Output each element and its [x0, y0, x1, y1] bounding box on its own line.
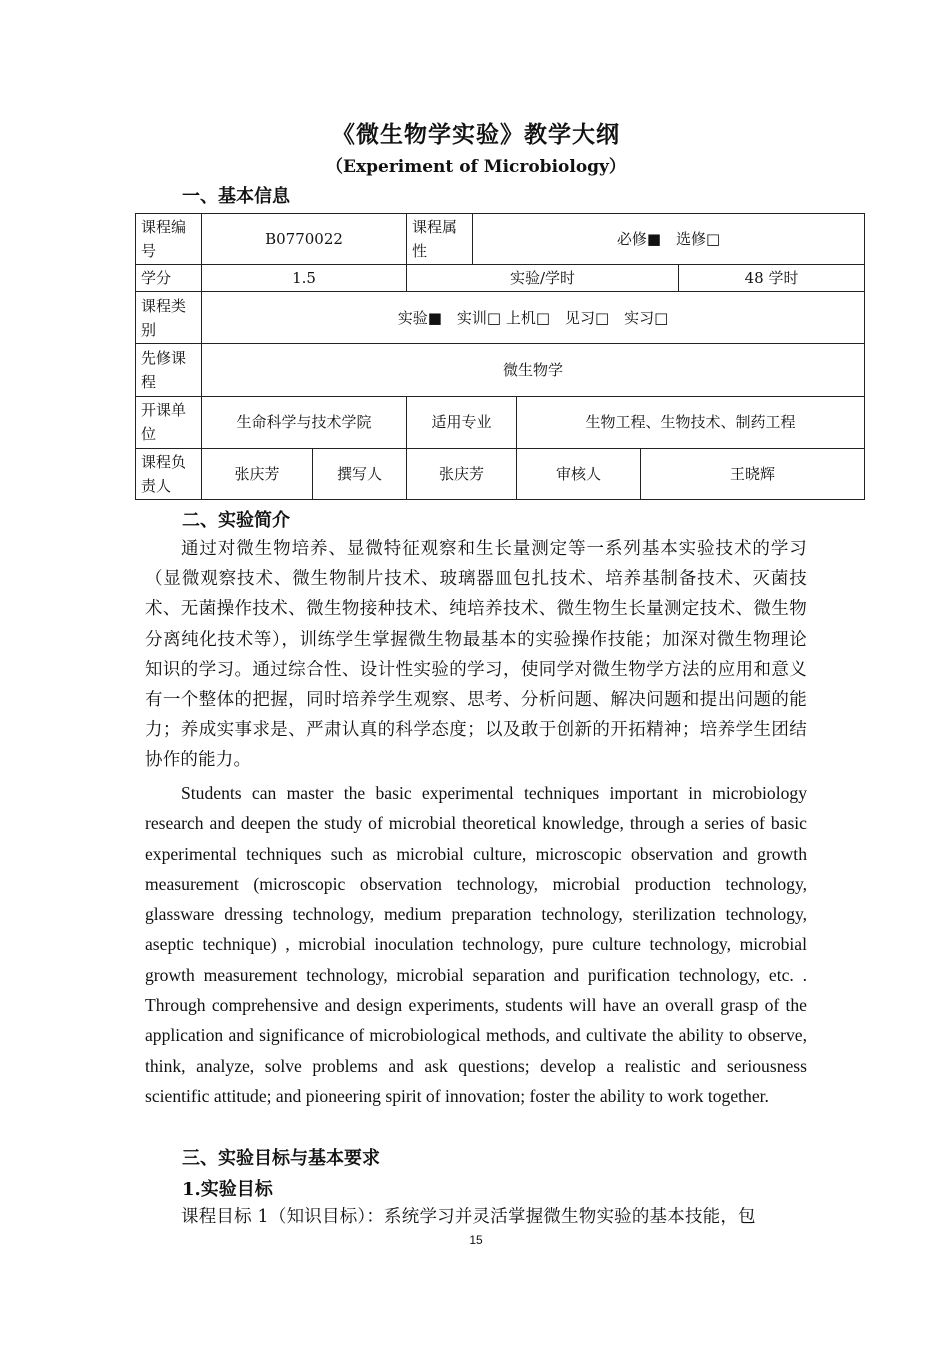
course-code-label: 课程编号 [136, 214, 202, 265]
document-subtitle: （Experiment of Microbiology） [326, 157, 626, 177]
major-label: 适用专业 [407, 396, 517, 448]
table-row [136, 396, 865, 448]
section-heading-intro: 二、实验简介 [182, 510, 290, 531]
prereq-label: 先修课程 [136, 344, 202, 396]
category-label: 课程类别 [136, 292, 202, 344]
section-heading-goals: 三、实验目标与基本要求 [182, 1148, 380, 1169]
hours-label: 实验/学时 [407, 265, 679, 292]
writer-label: 撰写人 [313, 448, 407, 499]
goal-paragraph: 课程目标 1（知识目标）：系统学习并灵活掌握微生物实验的基本技能，包 [181, 1207, 756, 1227]
major-value: 生物工程、生物技术、制药工程 [517, 396, 865, 448]
subsection-heading-goals: 1.实验目标 [182, 1179, 273, 1200]
lead-value: 张庆芳 [202, 448, 313, 499]
hours-value: 48 学时 [679, 265, 865, 292]
reviewer-value: 王晓辉 [641, 448, 865, 499]
table-row [136, 448, 865, 499]
course-attr-value: 必修■ 选修□ [473, 214, 865, 265]
unit-label: 开课单位 [136, 396, 202, 448]
writer-value: 张庆芳 [407, 448, 517, 499]
page-number: 15 [469, 1233, 483, 1247]
category-value: 实验■ 实训□ 上机□ 见习□ 实习□ [202, 292, 865, 344]
table-row [136, 292, 865, 344]
credit-value: 1.5 [202, 265, 407, 292]
table-row [136, 214, 865, 265]
prereq-value: 微生物学 [202, 344, 865, 396]
reviewer-label: 审核人 [517, 448, 641, 499]
table-row [136, 265, 865, 292]
course-code-value: B0770022 [202, 214, 407, 265]
intro-paragraph-en: Students can master the basic experimental techniques important in microbiology research and deepen the study of microbial theoretical knowledge, through a series of basic experimental techniques such as microbial culture, microscopic observation and growth measurement (microscopic observation technology, microbial production technology, glassware dressing technology, medium preparation technology, sterilization technology, aseptic technique) , microbial inoculation technology, pure culture technology, microbial growth measurement technology, microbial separation and purification technology, etc. . Through comprehensive and design experiments, students will have an overall grasp of the application and significance of microbiological methods, and cultivate the ability to observe, think, analyze, solve problems and ask questions; develop a realistic and seriousness scientific attitude; and pioneering spirit of innovation; foster the ability to work together. [145, 783, 807, 1106]
lead-label: 课程负责人 [136, 448, 202, 499]
intro-paragraph-zh: 通过对微生物培养、显微特征观察和生长量测定等一系列基本实验技术的学习（显微观察技术、微生物制片技术、玻璃器皿包扎技术、培养基制备技术、灭菌技术、无菌操作技术、微生物接种技术、纯培养技术、微生物生长量测定技术、微生物分离纯化技术等），训练学生掌握微生物最基本的实验操作技能；加深对微生物理论知识的学习。通过综合性、设计性实验的学习，使同学对微生物学方法的应用和意义有一个整体的把握，同时培养学生观察、思考、分析问题、解决问题和提出问题的能力；养成实事求是、严肃认真的科学态度；以及敢于创新的开拓精神；培养学生团结协作的能力。 [145, 539, 807, 771]
basic-info-table [135, 213, 865, 500]
unit-value: 生命科学与技术学院 [202, 396, 407, 448]
course-attr-label: 课程属性 [407, 214, 473, 265]
section-heading-basic-info: 一、基本信息 [182, 186, 290, 207]
document-title: 《微生物学实验》教学大纲 [332, 121, 620, 148]
table-row [136, 344, 865, 396]
credit-label: 学分 [136, 265, 202, 292]
